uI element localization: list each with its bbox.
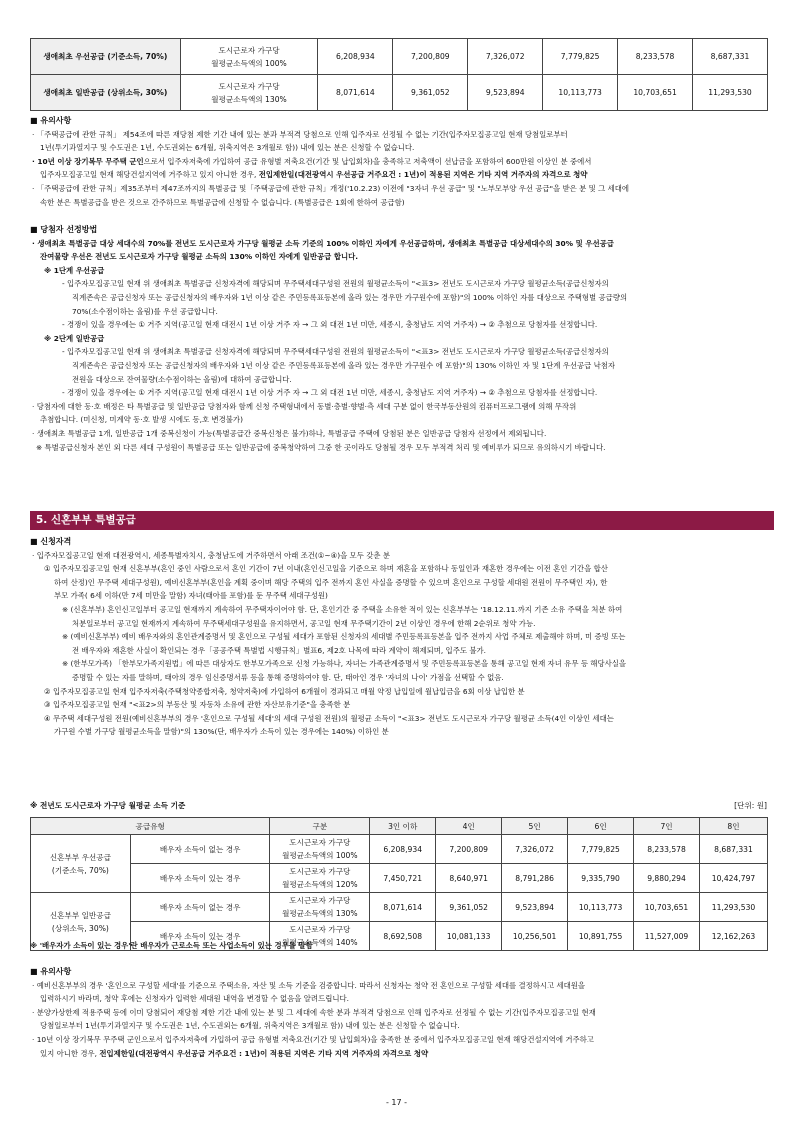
- cell-value: 8,791,286: [502, 864, 568, 893]
- qualification-section: [30, 535, 770, 739]
- note-line: 처분일로부터 공고일 현재까지 계속하여 무주택세대구성원을 유지하면서, 공고일 현재 무주택기간이 2년 이상인 경우에 한해 2순위로 청약 가능.: [72, 618, 536, 628]
- note-line: 입력하시기 바라며, 청약 후에는 신청자가 입력한 세대원 내역을 변경할 수 없음을 알려드립니다.: [40, 994, 349, 1004]
- cell-value: 8,071,614: [318, 75, 393, 111]
- column-header: 구분: [270, 818, 370, 835]
- cell-value: 9,361,052: [393, 75, 468, 111]
- column-header: 3인 이하: [370, 818, 436, 835]
- note-line: - 경쟁이 있을 경우에는 ① 거주 지역(공고일 현재 대전시 1년 이상 거주 자 → 그 외 대전 1년 미만, 세종시, 충청남도 지역 거주자) → ② 추첨으로 당첨자를 선정합니다.: [62, 320, 598, 330]
- page-number: - 17 -: [385, 1098, 408, 1107]
- row-label: 생애최초 일반공급 (상위소득, 30%): [31, 75, 181, 111]
- cell-value: 8,233,578: [634, 835, 700, 864]
- sub-heading: ※ 2단계 일반공급: [44, 333, 105, 343]
- condition-line: ② 입주자모집공고일 현재 입주자저축(주택청약종합저축, 청약저축)에 가입하여 6개월이 경과되고 매월 약정 납입일에 월납입금을 6회 이상 납입한 분: [44, 686, 525, 696]
- notes-section-1: [30, 114, 770, 209]
- supply-type-label: 신혼부부 일반공급 (상위소득, 30%): [31, 893, 131, 951]
- cell-value: 9,523,894: [468, 75, 543, 111]
- note-line: 속한 분은 특별공급을 받은 것으로 간주하므로 특별공급에 신청할 수 없습니다. (특별공급은 1회에 한하여 공급함): [40, 197, 405, 207]
- note-line: · 생애최초 특별공급 대상 세대수의 70%를 전년도 도시근로자 가구당 월평균 소득 기준의 100% 이하인 자에게 우선공급하며, 생애최초 특별공급 대상세대수의 30% 및 우선공급: [32, 238, 614, 248]
- cell-value: 7,200,809: [393, 39, 468, 75]
- cell-value: 9,880,294: [634, 864, 700, 893]
- income-basis: 도시근로자 가구당 월평균소득액의 130%: [270, 893, 370, 922]
- note-line: 당첨일로부터 1년(투기과열지구 및 수도권은 1년, 수도권외는 6개월, 위축지역은 3개월로 함)) 내에 있는 분은 신청할 수 없습니다.: [40, 1021, 460, 1031]
- note-line: - 경쟁이 있을 경우에는 ① 거주 지역(공고일 현재 대전시 1년 이상 거주 자 → 그 외 대전 1년 미만, 세종시, 충청남도 지역 거주자) → ② 추첨으로 당첨자를 선정합니다.: [62, 388, 598, 398]
- cell-value: 8,233,578: [618, 39, 693, 75]
- note-line: - 입주자모집공고일 현재 위 생애최초 특별공급 신청자격에 해당되며 무주택세대구성원 전원의 월평균소득이 "<표3> 전년도 도시근로자 가구당 월평균소득(공급신청자의: [62, 279, 609, 289]
- condition-line: ③ 입주자모집공고일 현재 "<표2>의 부동산 및 자동차 소유에 관한 자산보유기준"을 충족한 분: [44, 700, 351, 710]
- cell-value: 6,208,934: [318, 39, 393, 75]
- column-header: 8인: [700, 818, 768, 835]
- note-line: 전 배우자와 재혼한 사실이 확인되는 경우「공공주택 특별법 시행규칙」별표6, 제2호 나목에 따라 계약이 해제되며, 입주도 불가.: [72, 645, 486, 655]
- cell-value: 12,162,263: [700, 922, 768, 951]
- supply-type-label: 신혼부부 우선공급 (기준소득, 70%): [31, 835, 131, 893]
- cell-value: 7,326,072: [502, 835, 568, 864]
- cell-value: 7,326,072: [468, 39, 543, 75]
- cell-value: 10,113,773: [543, 75, 618, 111]
- cell-value: 10,424,797: [700, 864, 768, 893]
- cell-value: 6,208,934: [370, 835, 436, 864]
- note-line: · 예비신혼부부의 경우 '혼인으로 구성할 세대'를 기준으로 주택소유, 자산 및 소득 기준을 검증합니다. 따라서 신청자는 청약 전 혼인으로 구성할 세대를 결정하시고 세대원을: [32, 980, 586, 990]
- note-line: ※ (신혼부부) 혼인신고일부터 공고일 현재까지 계속하여 무주택자이어야 함. 단, 혼인기간 중 주택을 소유한 적이 있는 신혼부부는 '18.12.11.까지 기존 소유 주택을 처분 하여: [62, 604, 623, 614]
- note-line: · 생애최초 특별공급 1개, 일반공급 1개 중복신청이 가능(특별공급간 중복신청은 불가)하나, 특별공급 주택에 당첨된 분은 일반공급 당첨자 선정에서 제외됩니다.: [32, 428, 547, 438]
- income-basis: 도시근로자 가구당 월평균소득액의 100%: [270, 835, 370, 864]
- cell-value: 10,113,773: [568, 893, 634, 922]
- cell-value: 9,361,052: [436, 893, 502, 922]
- cell-value: 11,293,530: [700, 893, 768, 922]
- note-line: 잔여물량 우선은 전년도 도시근로자 가구당 월평균 소득의 130% 이하인 자에게 일반공급 합니다.: [40, 252, 359, 262]
- column-header: 7인: [634, 818, 700, 835]
- table-row: [31, 893, 768, 922]
- cell-value: 9,523,894: [502, 893, 568, 922]
- note-line: ※ (한부모가족) 「한부모가족지원법」에 따른 대상자도 한부모가족으로 신청 가능하나, 자녀는 가족관계증명서 및 주민등록표등본을 통해 공고일 현재 자녀 유무 등 해당사실을: [62, 659, 626, 669]
- column-header: 4인: [436, 818, 502, 835]
- cell-value: 10,703,651: [618, 75, 693, 111]
- sub-type-label: 배우자 소득이 없는 경우: [130, 893, 270, 922]
- table-note: ※ '배우자가 소득이 있는 경우'란 배우자가 근로소득 또는 사업소득이 있는 경우를 말함: [30, 941, 313, 950]
- cell-value: 11,527,009: [634, 922, 700, 951]
- note-line: · 「주택공급에 관한 규칙」제35조부터 제47조까지의 특별공급 및「주택공급에 관한 규칙」개정('10.2.23) 이전에 "3자녀 우선 공급" 및 "노부모부양 우선 공급"을 받은 분 및 그 세대에: [32, 183, 630, 193]
- table-row: [31, 864, 768, 893]
- cell-value: 7,450,721: [370, 864, 436, 893]
- cell-value: 7,200,809: [436, 835, 502, 864]
- note-line: 추첨합니다. (미신청, 미계약 동·호 발생 시에도 동,호 변경불가): [40, 415, 243, 425]
- note-line: ※ (예비신혼부부) 예비 배우자와의 혼인관계증명서 및 혼인으로 구성될 세대가 포함된 신청자의 세대별 주민등록표등본을 입주 전까지 사업 주체로 제출해야 하며, 미 증빙 또는: [62, 632, 626, 642]
- cell-value: 10,891,755: [568, 922, 634, 951]
- note-line: · 입주자모집공고일 현재 대전광역시, 세종특별자치시, 충청남도에 거주하면서 아래 조건(①~④)을 모두 갖춘 분: [32, 550, 390, 560]
- cell-value: 7,779,825: [568, 835, 634, 864]
- note-line: 직계존속은 공급신청자 또는 공급신청자의 배우자와 1년 이상 같은 주민등록표등본에 올라 있는 경우만 가구원수 에 포함)"의 130% 이하인 자 및 1단계 우선공급 낙첨자: [72, 360, 616, 370]
- selection-method-section: [30, 223, 770, 454]
- column-header: 5인: [502, 818, 568, 835]
- income-basis: 도시근로자 가구당 월평균소득액의 100%: [180, 39, 318, 75]
- note-line: · 10년 이상 장기복무 무주택 군인으로서 입주자저축에 가입하여 공급 유형별 저축요건(기간 및 납입회차)을 충족한 분 중에서 입주자모집공고일 현재 해당건설지역에 거주하고: [32, 1034, 594, 1044]
- note-line: 70%(소수점이하는 올림)를 우선 공급합니다.: [72, 306, 218, 316]
- notes-section-2: [30, 965, 770, 1060]
- note-line: 있지 아니한 경우, 전입제한일(대전광역시 우선공급 거주요건 : 1년)이 적용된 지역은 기타 지역 거주자의 자격으로 청약: [40, 1048, 429, 1058]
- cell-value: 9,335,790: [568, 864, 634, 893]
- column-header: 6인: [568, 818, 634, 835]
- section-heading: ■ 유의사항: [30, 967, 72, 976]
- sub-type-label: 배우자 소득이 있는 경우: [130, 864, 270, 893]
- note-line: - 입주자모집공고일 현재 위 생애최초 특별공급 신청자격에 해당되며 무주택세대구성원 전원의 월평균소득이 "<표3> 전년도 도시근로자 가구당 월평균소득(공급신청자의: [62, 347, 609, 357]
- sub-heading: ※ 1단계 우선공급: [44, 265, 105, 275]
- note-line: · 분양가상한제 적용주택 등에 이미 당첨되어 재당첨 제한 기간 내에 있는 분 및 그 세대에 속한 분과 부적격 당첨으로 인해 입주자로 선정될 수 없는 기간(입주자모집공고일 현재: [32, 1007, 596, 1017]
- cell-value: 7,779,825: [543, 39, 618, 75]
- note-line: 직계존속은 공급신청자 또는 공급신청자의 배우자와 1년 이상 같은 주민등록표등본에 올라 있는 경우만 가구원수에 포함)"의 100% 이하인 자를 대상으로 주택형별 공급량의: [72, 292, 628, 302]
- note-line: 전원을 대상으로 잔여물량(소수점이하는 올림)에 대하여 공급합니다.: [72, 374, 292, 384]
- cell-value: 8,640,971: [436, 864, 502, 893]
- income-basis: 도시근로자 가구당 월평균소득액의 140%: [270, 922, 370, 951]
- unit-label: [단위: 원]: [734, 801, 767, 810]
- cell-value: 8,687,331: [693, 39, 768, 75]
- cell-value: 8,687,331: [700, 835, 768, 864]
- cell-value: 8,071,614: [370, 893, 436, 922]
- note-line: 입주자모집공고일 현재 해당건설지역에 거주하고 있지 아니한 경우, 전입제한일(대전광역시 우선공급 거주요건 : 1년)이 적용된 지역은 기타 지역 거주자의 자격으로 청약: [40, 170, 588, 180]
- note-line: · 당첨자에 대한 동·호 배정은 타 특별공급 및 일반공급 당첨자와 함께 신청 주택형내에서 동별·층별·향별·측 세대 구분 없이 한국부동산원의 컴퓨터프로그램에 의해 무작위: [32, 401, 577, 411]
- table-row: [31, 835, 768, 864]
- condition-line: 부모 가족( 6세 이하(만 7세 미만을 말함) 자녀(태아를 포함)를 둔 무주택 세대구성원): [54, 591, 328, 601]
- section-heading: ■ 유의사항: [30, 116, 72, 125]
- table-row: [31, 75, 768, 111]
- cell-value: 10,703,651: [634, 893, 700, 922]
- lifetime-first-income-table: [30, 38, 768, 111]
- section-heading: ■ 신청자격: [30, 537, 72, 546]
- note-line: 1년(투기과열지구 및 수도권은 1년, 수도권외는 6개월, 위축지역은 3개월로 함)) 내에 있는 분은 신청할 수 없습니다.: [40, 143, 415, 153]
- sub-type-label: 배우자 소득이 없는 경우: [130, 835, 270, 864]
- section-heading: ■ 당첨자 선정방법: [30, 225, 98, 234]
- cell-value: 10,256,501: [502, 922, 568, 951]
- income-basis: 도시근로자 가구당 월평균소득액의 130%: [180, 75, 318, 111]
- cell-value: 11,293,530: [693, 75, 768, 111]
- note-line: ※ 특별공급신청자 본인 외 다른 세대 구성원이 특별공급 또는 일반공급에 중복청약하여 그중 한 곳이라도 당첨될 경우 모두 부적격 처리 및 예비루가 되므로 유의하시기 바랍니다.: [36, 442, 606, 452]
- table-row: [31, 39, 768, 75]
- condition-line: 하여 산정)인 무주택 세대구성원), 예비신혼부부(혼인을 계획 중이며 해당 주택의 입주 전까지 혼인 사실을 증명할 수 있으며 혼인으로 구성할 세대원 전원이 무주택인 자), 한: [54, 577, 608, 587]
- note-line: 증명할 수 있는 자를 말하며, 태아의 경우 임신증명서류 등을 통해 증명하여야 함. 단, 태아인 경우 '자녀의 나이' 가점을 선택할 수 없음.: [72, 672, 504, 682]
- section-title-band: 5. 신혼부부 특별공급: [30, 511, 774, 530]
- cell-value: 10,081,133: [436, 922, 502, 951]
- note-line: · 10년 이상 장기복무 무주택 군인으로서 입주자저축에 가입하여 공급 유형별 저축요건(기간 및 납입회차)을 충족하고 저축액이 선납금을 포함하여 600만원 이상인 분 중에서: [32, 156, 592, 166]
- condition-line: 가구원 수별 가구당 월평균소득을 말함)"의 130%(단, 배우자가 소득이 있는 경우에는 140%) 이하인 분: [54, 727, 389, 737]
- column-header: 공급유형: [31, 818, 270, 835]
- income-table-caption: ※ 전년도 도시근로자 가구당 월평균 소득 기준: [30, 801, 186, 810]
- condition-line: ④ 무주택 세대구성원 전원(예비신혼부부의 경우 '혼인으로 구성될 세대'의 세대 구성원 전원)의 월평균 소득이 "<표3> 전년도 도시근로자 가구당 월평균 소득(4인 이상인 세대는: [44, 713, 614, 723]
- row-label: 생애최초 우선공급 (기준소득, 70%): [31, 39, 181, 75]
- table-header-row: [31, 818, 768, 835]
- sub-type-label: 배우자 소득이 있는 경우: [130, 922, 270, 951]
- newlywed-income-table: [30, 817, 768, 951]
- note-line: · 「주택공급에 관한 규칙」 제54조에 따른 재당첨 제한 기간 내에 있는 분과 부적격 당첨으로 인해 입주자로 선정될 수 없는 기간(입주자모집공고일 현재 당첨일로부터: [32, 129, 568, 139]
- condition-line: ① 입주자모집공고일 현재 신혼부부(혼인 중인 사람으로서 혼인 기간이 7년 이내(혼인신고일을 기준으로 하며 재혼을 포함하나 동일인과 재혼한 경우에는 이전 혼인 기간을 합산: [44, 564, 608, 574]
- cell-value: 8,692,508: [370, 922, 436, 951]
- income-basis: 도시근로자 가구당 월평균소득액의 120%: [270, 864, 370, 893]
